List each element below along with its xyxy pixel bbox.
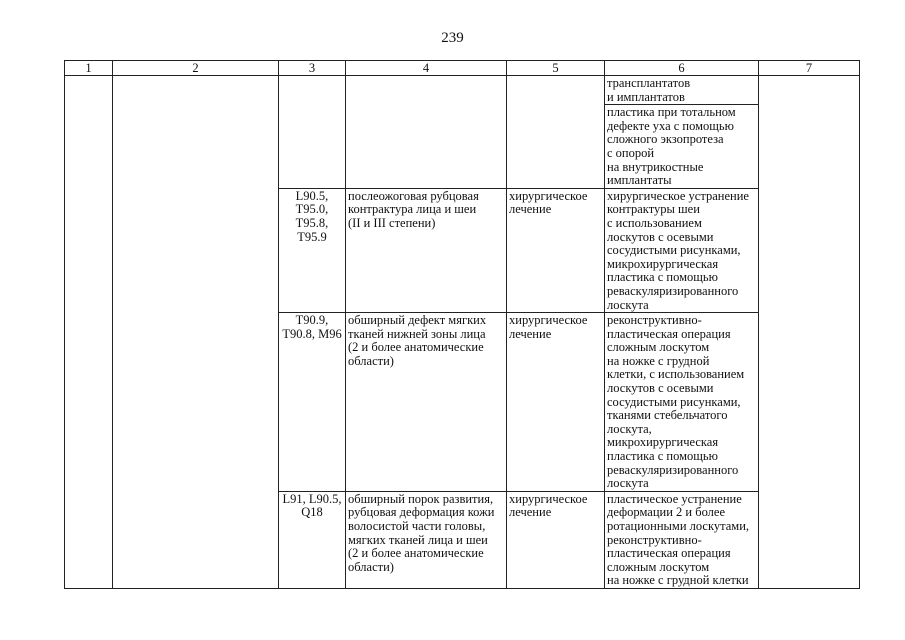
column-number-1: 1 bbox=[65, 61, 113, 76]
cell-treatment-continued bbox=[507, 76, 605, 189]
cell-codes: L90.5, T95.0, T95.8, T95.9 bbox=[279, 188, 346, 312]
cell-codes: T90.9, T90.8, M96 bbox=[279, 313, 346, 492]
cell-diagnosis-continued bbox=[346, 76, 507, 189]
cell-codes-continued bbox=[279, 76, 346, 189]
column-number-7: 7 bbox=[759, 61, 860, 76]
column-number-3: 3 bbox=[279, 61, 346, 76]
cell-codes: L91, L90.5, Q18 bbox=[279, 491, 346, 588]
column-number-6: 6 bbox=[605, 61, 759, 76]
table-row bbox=[65, 76, 860, 105]
cell-diagnosis: обширный дефект мягких тканей нижней зоны лица (2 и более анатомические области) bbox=[346, 313, 507, 492]
cell-empty-col2 bbox=[113, 76, 279, 589]
column-number-row bbox=[65, 61, 860, 76]
cell-diagnosis: послеожоговая рубцовая контрактура лица и шеи (II и III степени) bbox=[346, 188, 507, 312]
cell-empty-col7 bbox=[759, 76, 860, 589]
cell-method-ear-prosthesis: пластика при тотальном дефекте уха с помощью сложного экзопротеза с опорой на внутрикостные имплантаты bbox=[605, 105, 759, 189]
cell-treatment: хирургическое лечение bbox=[507, 313, 605, 492]
cell-treatment: хирургическое лечение bbox=[507, 188, 605, 312]
column-number-5: 5 bbox=[507, 61, 605, 76]
column-number-4: 4 bbox=[346, 61, 507, 76]
cell-method: реконструктивно- пластическая операция сложным лоскутом на ножке с грудной клетки, с использованием лоскутов с осевыми сосудистыми рисунками, тканями стебельчатого лоскута, микрохирургическая пластика с помощью реваскуляризированного лоскута bbox=[605, 313, 759, 492]
cell-diagnosis: обширный порок развития, рубцовая деформация кожи волосистой части головы, мягких тканей лица и шеи (2 и более анатомические области) bbox=[346, 491, 507, 588]
cell-method: хирургическое устранение контрактуры шеи с использованием лоскутов с осевыми сосудистыми рисунками, микрохирургическая пластика с помощью реваскуляризированного лоскута bbox=[605, 188, 759, 312]
column-number-2: 2 bbox=[113, 61, 279, 76]
cell-method: пластическое устранение деформации 2 и более ротационными лоскутами, реконструктивно- пластическая операция сложным лоскутом на ножке с грудной клетки bbox=[605, 491, 759, 588]
cell-method-continued: трансплантатов и имплантатов bbox=[605, 76, 759, 105]
medical-care-table bbox=[64, 60, 860, 589]
cell-treatment: хирургическое лечение bbox=[507, 491, 605, 588]
cell-empty-col1 bbox=[65, 76, 113, 589]
page-number: 239 bbox=[441, 30, 464, 46]
